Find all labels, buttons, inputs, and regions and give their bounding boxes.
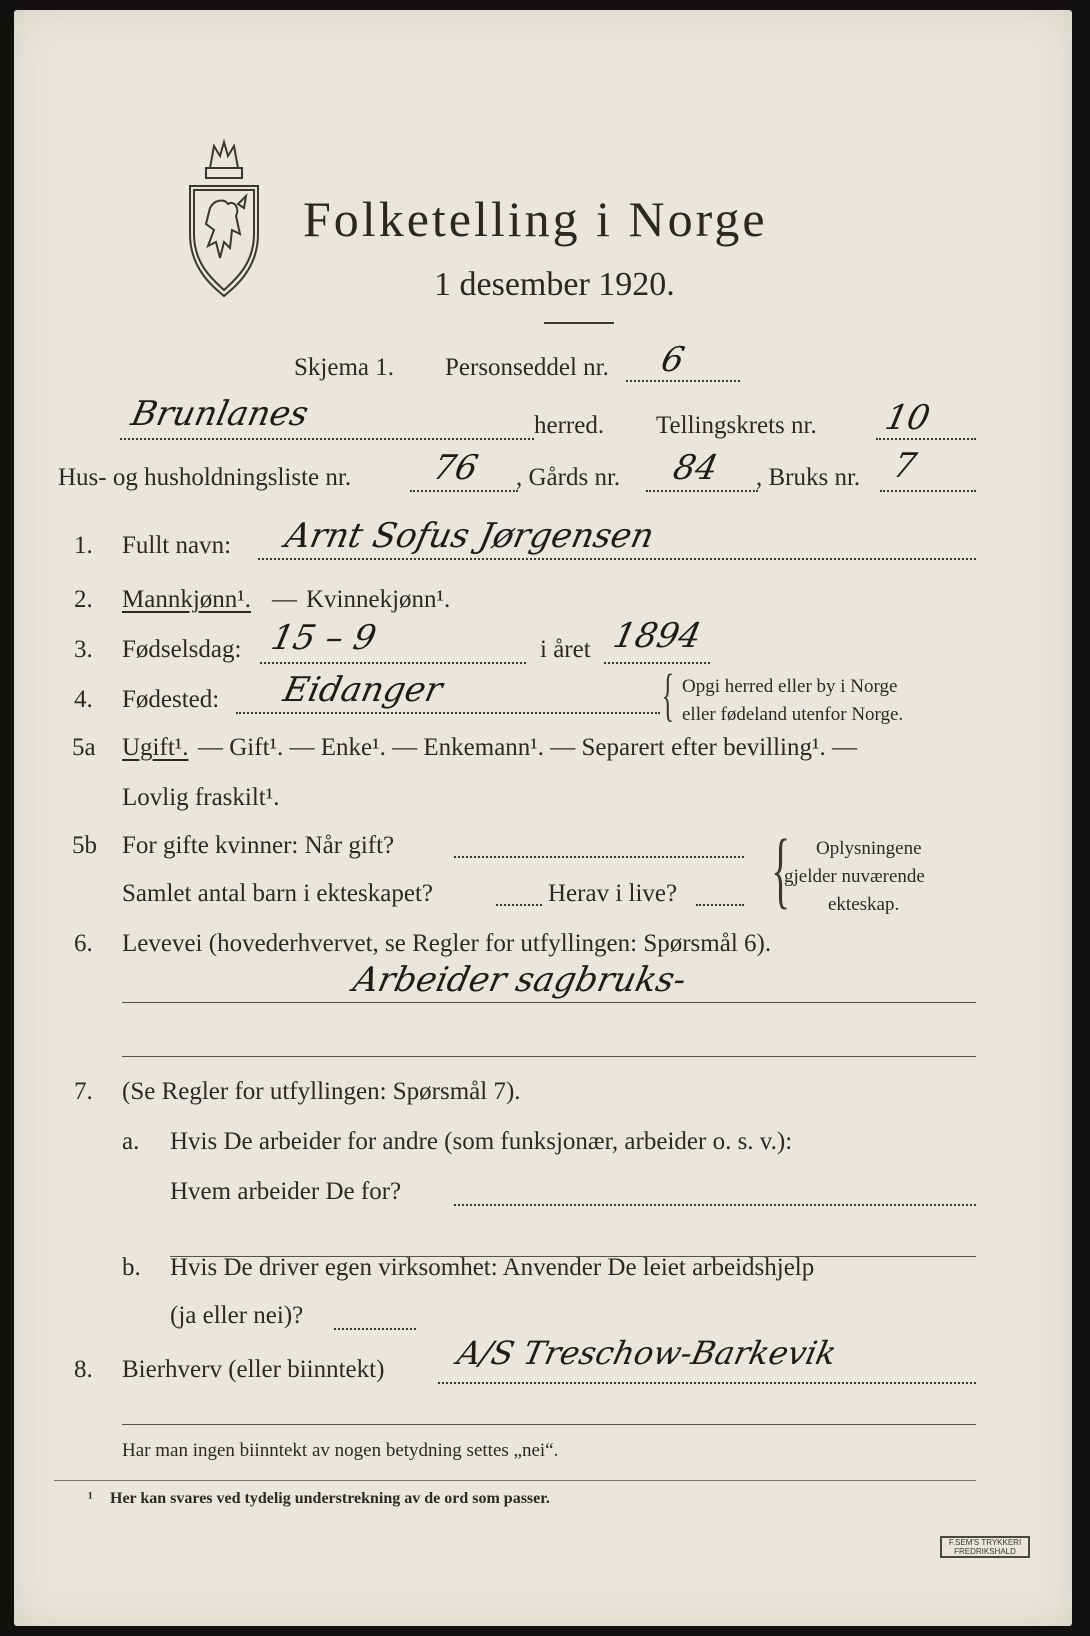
bruks-label: , Bruks nr. xyxy=(756,464,861,491)
employer-line[interactable] xyxy=(454,1204,976,1206)
household-list-line xyxy=(410,490,518,492)
title-divider xyxy=(544,322,614,324)
q1-line xyxy=(258,558,976,560)
q7a-line1: Hvis De arbeider for andre (som funksjonær, arbeider o. s. v.): xyxy=(170,1128,793,1155)
census-date: 1 desember 1920. xyxy=(434,266,675,303)
q5b-brace: { xyxy=(771,821,790,917)
q7-label: (Se Regler for utfyllingen: Spørsmål 7). xyxy=(122,1078,521,1105)
alive-line xyxy=(696,904,744,906)
q3-label: Fødselsdag: xyxy=(122,636,242,663)
occupation-line-2 xyxy=(122,1056,976,1057)
female-option[interactable]: Kvinnekjønn¹. xyxy=(306,586,451,613)
q5b-alive-label: Herav i live? xyxy=(548,880,678,907)
q4-note-line2: eller fødeland utenfor Norge. xyxy=(682,704,904,725)
birthplace-value[interactable]: Eidanger xyxy=(279,670,447,710)
hired-help-line[interactable] xyxy=(334,1328,416,1330)
tellingskrets-value[interactable]: 10 xyxy=(881,398,934,438)
norwegian-coat-of-arms-icon xyxy=(180,138,268,302)
birthplace-line xyxy=(236,712,660,714)
q7b-hired-help-label: (ja eller nei)? xyxy=(170,1302,304,1329)
q3-number: 3. xyxy=(74,636,93,663)
household-list-label: Hus- og husholdningsliste nr. xyxy=(58,464,352,491)
side-income-value[interactable]: A/S Treschow-Barkevik xyxy=(453,1334,840,1372)
married-when-line xyxy=(454,856,744,858)
personseddel-line xyxy=(626,380,740,382)
q5b-note-line2: gjelder nuværende xyxy=(784,866,925,887)
q4-label: Fødested: xyxy=(122,686,220,713)
q2-number: 2. xyxy=(74,586,93,613)
q5b-children-label: Samlet antal barn i ekteskapet? xyxy=(122,880,433,907)
birth-year-label: i året xyxy=(540,636,591,663)
side-income-line xyxy=(438,1382,976,1384)
footnote-text: Her kan svares ved tydelig understrekning av de ord som passer. xyxy=(110,1490,550,1507)
q7b-line1: Hvis De driver egen virksomhet: Anvender De leiet arbeidshjelp xyxy=(170,1254,815,1281)
gards-value[interactable]: 84 xyxy=(669,448,722,488)
footnote-mark: ¹ xyxy=(88,1490,93,1507)
q7-number: 7. xyxy=(74,1078,93,1105)
gender-separator: — xyxy=(272,586,297,613)
children-line xyxy=(496,904,542,906)
municipality-value[interactable]: Brunlanes xyxy=(127,394,312,434)
gards-line xyxy=(646,490,758,492)
full-name-value[interactable]: Arnt Sofus Jørgensen xyxy=(281,516,658,556)
household-list-value[interactable]: 76 xyxy=(429,448,482,488)
birth-year-line xyxy=(604,662,710,664)
municipality-line xyxy=(120,438,534,440)
q4-note-line1: Opgi herred eller by i Norge xyxy=(682,676,898,697)
no-income-note: Har man ingen biinntekt av nogen betydning settes „nei“. xyxy=(122,1440,559,1461)
q1-label: Fullt navn: xyxy=(122,532,232,559)
personseddel-label: Personseddel nr. xyxy=(445,354,609,381)
herred-label: herred. xyxy=(534,412,605,439)
q8-label: Bierhverv (eller biinntekt) xyxy=(122,1356,385,1383)
marital-options[interactable]: — Gift¹. — Enke¹. — Enkemann¹. — Separert efter bevilling¹. — xyxy=(198,734,857,761)
form-title: Folketelling i Norge xyxy=(303,191,768,247)
schema-label: Skjema 1. xyxy=(294,354,394,381)
q8-number: 8. xyxy=(74,1356,93,1383)
q6-label: Levevei (hovederhvervet, se Regler for utfyllingen: Spørsmål 6). xyxy=(122,930,772,957)
occupation-value[interactable]: Arbeider sagbruks- xyxy=(349,960,690,1000)
q7a-letter: a. xyxy=(122,1128,140,1155)
printer-stamp: F.SEM'S TRYKKERI FREDRIKSHALD xyxy=(940,1536,1030,1558)
birthday-value[interactable]: 15 – 9 xyxy=(267,618,380,658)
q1-number: 1. xyxy=(74,532,93,559)
bruks-line xyxy=(880,490,976,492)
gards-label: , Gårds nr. xyxy=(516,464,621,491)
unmarried-option[interactable]: Ugift¹. xyxy=(122,734,189,761)
q5b-note-line1: Oplysningene xyxy=(816,838,922,859)
male-option[interactable]: Mannkjønn¹. xyxy=(122,586,252,613)
q5a-number: 5a xyxy=(72,734,96,761)
divorced-option[interactable]: Lovlig fraskilt¹. xyxy=(122,784,280,811)
q5b-note-line3: ekteskap. xyxy=(828,894,900,915)
personseddel-value[interactable]: 6 xyxy=(657,340,688,380)
q4-number: 4. xyxy=(74,686,93,713)
q5b-married-when-label: For gifte kvinner: Når gift? xyxy=(122,832,395,859)
side-income-line-2 xyxy=(122,1424,976,1425)
q5b-number: 5b xyxy=(72,832,97,859)
occupation-line-1 xyxy=(122,1002,976,1003)
census-form-sheet xyxy=(14,10,1072,1626)
tellingskrets-line xyxy=(876,438,976,440)
q6-number: 6. xyxy=(74,930,93,957)
birth-year-value[interactable]: 1894 xyxy=(609,616,705,656)
q7b-letter: b. xyxy=(122,1254,141,1281)
q7a-employer-label: Hvem arbeider De for? xyxy=(170,1178,402,1205)
birthday-line xyxy=(260,662,526,664)
q4-brace: { xyxy=(661,662,675,727)
footer-divider xyxy=(54,1480,976,1481)
bruks-value[interactable]: 7 xyxy=(889,446,920,486)
tellingskrets-label: Tellingskrets nr. xyxy=(656,412,817,439)
